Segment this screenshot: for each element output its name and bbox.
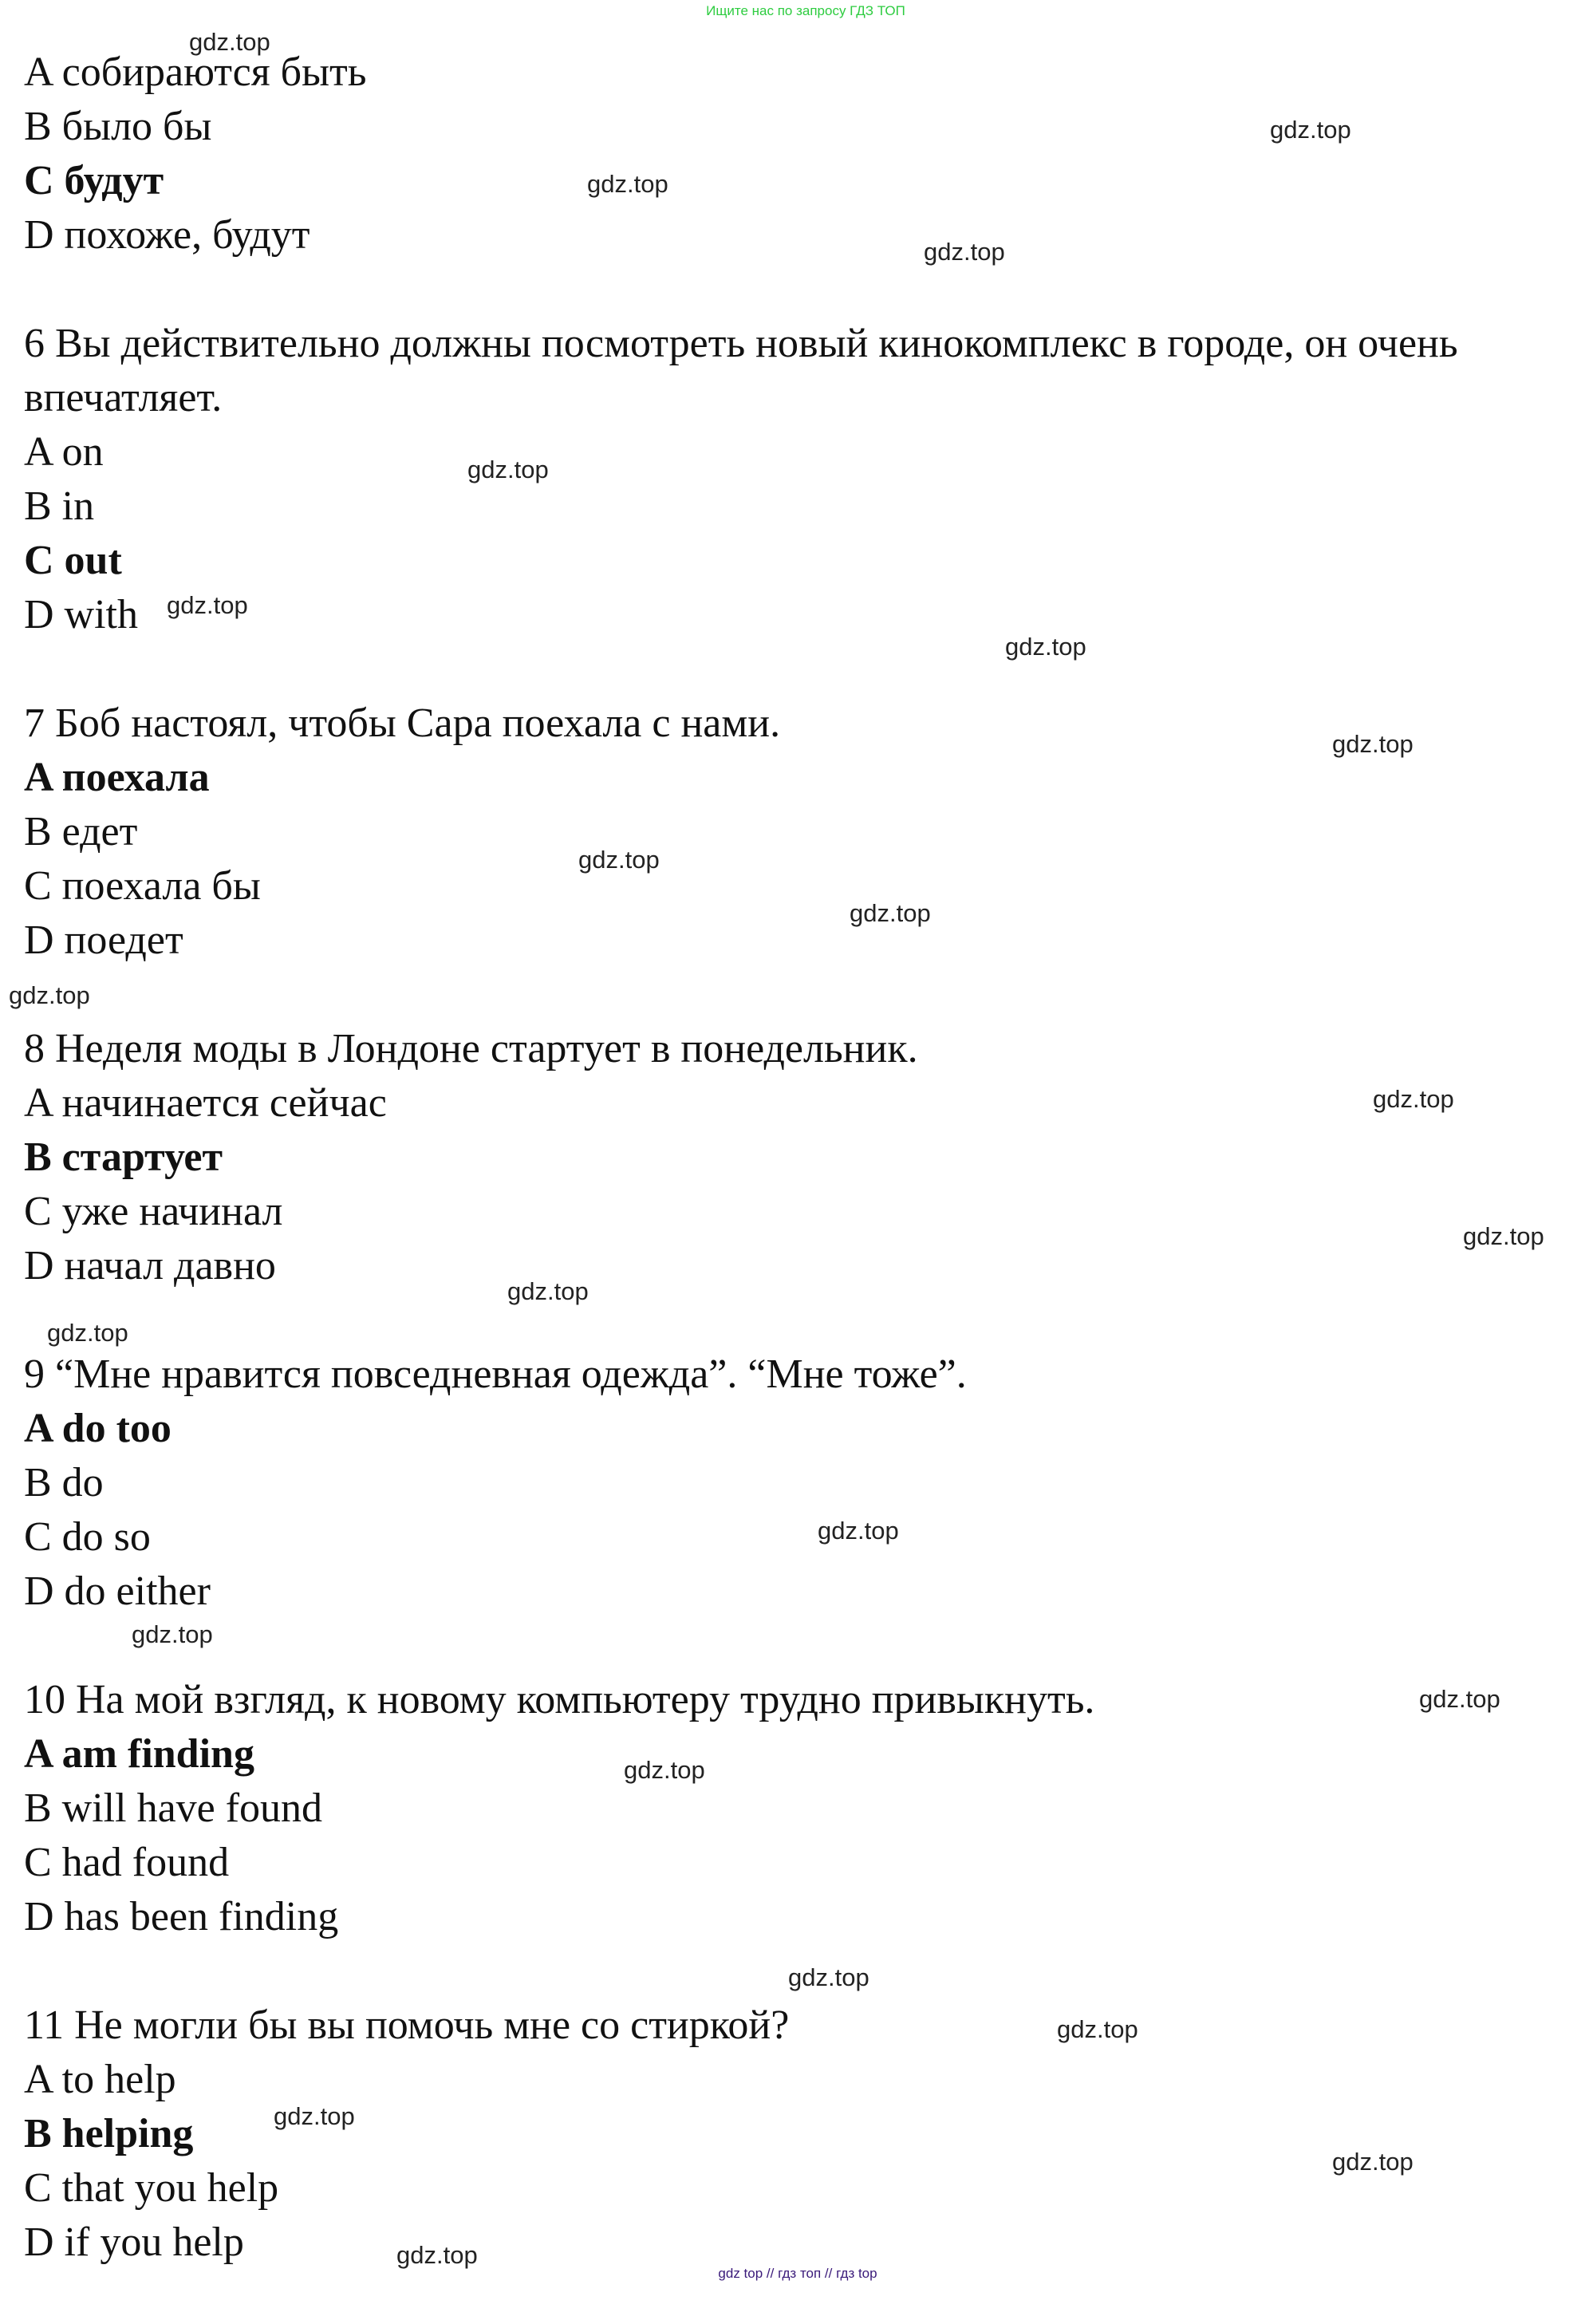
- answer-option: D поедет: [24, 917, 183, 963]
- answer-option: A to help: [24, 2057, 176, 2102]
- answer-option: C do so: [24, 1514, 151, 1560]
- question-block: [24, 1673, 1575, 1944]
- watermark: gdz.top: [9, 981, 90, 1009]
- watermark: gdz.top: [578, 846, 660, 874]
- answer-option: A собираются быть: [24, 49, 367, 95]
- answer-option: A on: [24, 429, 104, 475]
- answer-option-correct: B helping: [24, 2111, 194, 2156]
- question-prompt: 7 Боб настоял, чтобы Сара поехала с нами.: [24, 700, 781, 746]
- watermark: gdz.top: [818, 1517, 899, 1545]
- header-note: Ищите нас по запросу ГДЗ ТОП: [706, 3, 905, 18]
- answer-option: A начинается сейчас: [24, 1080, 387, 1126]
- answer-option: B will have found: [24, 1785, 323, 1831]
- watermark: gdz.top: [507, 1277, 589, 1305]
- question-prompt: 8 Неделя моды в Лондоне стартует в понедельник.: [24, 1026, 918, 1071]
- watermark: gdz.top: [1057, 2015, 1138, 2043]
- question-block: [24, 45, 1575, 262]
- answer-option: D has been finding: [24, 1894, 339, 1939]
- answer-option-correct: A am finding: [24, 1731, 254, 1777]
- answer-option: D with: [24, 592, 138, 637]
- answer-option: C had found: [24, 1840, 230, 1885]
- answer-option-correct: B стартует: [24, 1134, 223, 1180]
- answer-option-correct: C будут: [24, 158, 164, 203]
- watermark: gdz.top: [850, 899, 931, 927]
- watermark: gdz.top: [467, 456, 549, 483]
- answer-option: B едет: [24, 809, 138, 854]
- question-block: [24, 1022, 1575, 1293]
- question-prompt: 11 Не могли бы вы помочь мне со стиркой?: [24, 2002, 790, 2048]
- watermark: gdz.top: [274, 2102, 355, 2130]
- watermark: gdz.top: [47, 1319, 128, 1347]
- answer-option-correct: A поехала: [24, 755, 210, 800]
- watermark: gdz.top: [924, 238, 1005, 266]
- answer-option: D do either: [24, 1568, 211, 1614]
- watermark: gdz.top: [132, 1620, 213, 1648]
- answer-option: D if you help: [24, 2219, 244, 2265]
- watermark: gdz.top: [189, 28, 270, 56]
- question-prompt: 10 На мой взгляд, к новому компьютеру трудно привыкнуть.: [24, 1677, 1095, 1722]
- watermark: gdz.top: [587, 170, 668, 198]
- question-block: [24, 317, 1575, 642]
- answer-option: B in: [24, 483, 95, 529]
- watermark: gdz.top: [1332, 730, 1414, 758]
- watermark: gdz.top: [1005, 633, 1086, 661]
- watermark: gdz.top: [396, 2241, 478, 2269]
- watermark: gdz.top: [624, 1756, 705, 1784]
- answer-option: B do: [24, 1460, 104, 1505]
- answer-option: B было бы: [24, 104, 212, 149]
- answer-option-correct: C out: [24, 538, 122, 583]
- answer-option: C поехала бы: [24, 863, 261, 909]
- answer-option-correct: A do too: [24, 1406, 172, 1451]
- answer-option: C that you help: [24, 2165, 279, 2211]
- question-prompt: 9 “Мне нравится повседневная одежда”. “Мне тоже”.: [24, 1351, 967, 1397]
- question-block: [24, 1998, 1575, 2270]
- answer-option: C уже начинал: [24, 1189, 283, 1234]
- footer-note: gdz top // гдз топ // гдз top: [718, 2266, 877, 2281]
- question-block: [24, 1347, 1575, 1619]
- watermark: gdz.top: [1463, 1222, 1544, 1250]
- watermark: gdz.top: [1373, 1085, 1454, 1113]
- watermark: gdz.top: [1270, 116, 1351, 144]
- watermark: gdz.top: [167, 591, 248, 619]
- watermark: gdz.top: [1419, 1685, 1500, 1713]
- watermark: gdz.top: [1332, 2148, 1414, 2176]
- watermark: gdz.top: [788, 1963, 869, 1991]
- answer-option: D начал давно: [24, 1243, 276, 1288]
- question-prompt: 6 Вы действительно должны посмотреть новый кинокомплекс в городе, он очень впечатляет.: [24, 321, 1458, 420]
- answer-option: D похоже, будут: [24, 212, 310, 258]
